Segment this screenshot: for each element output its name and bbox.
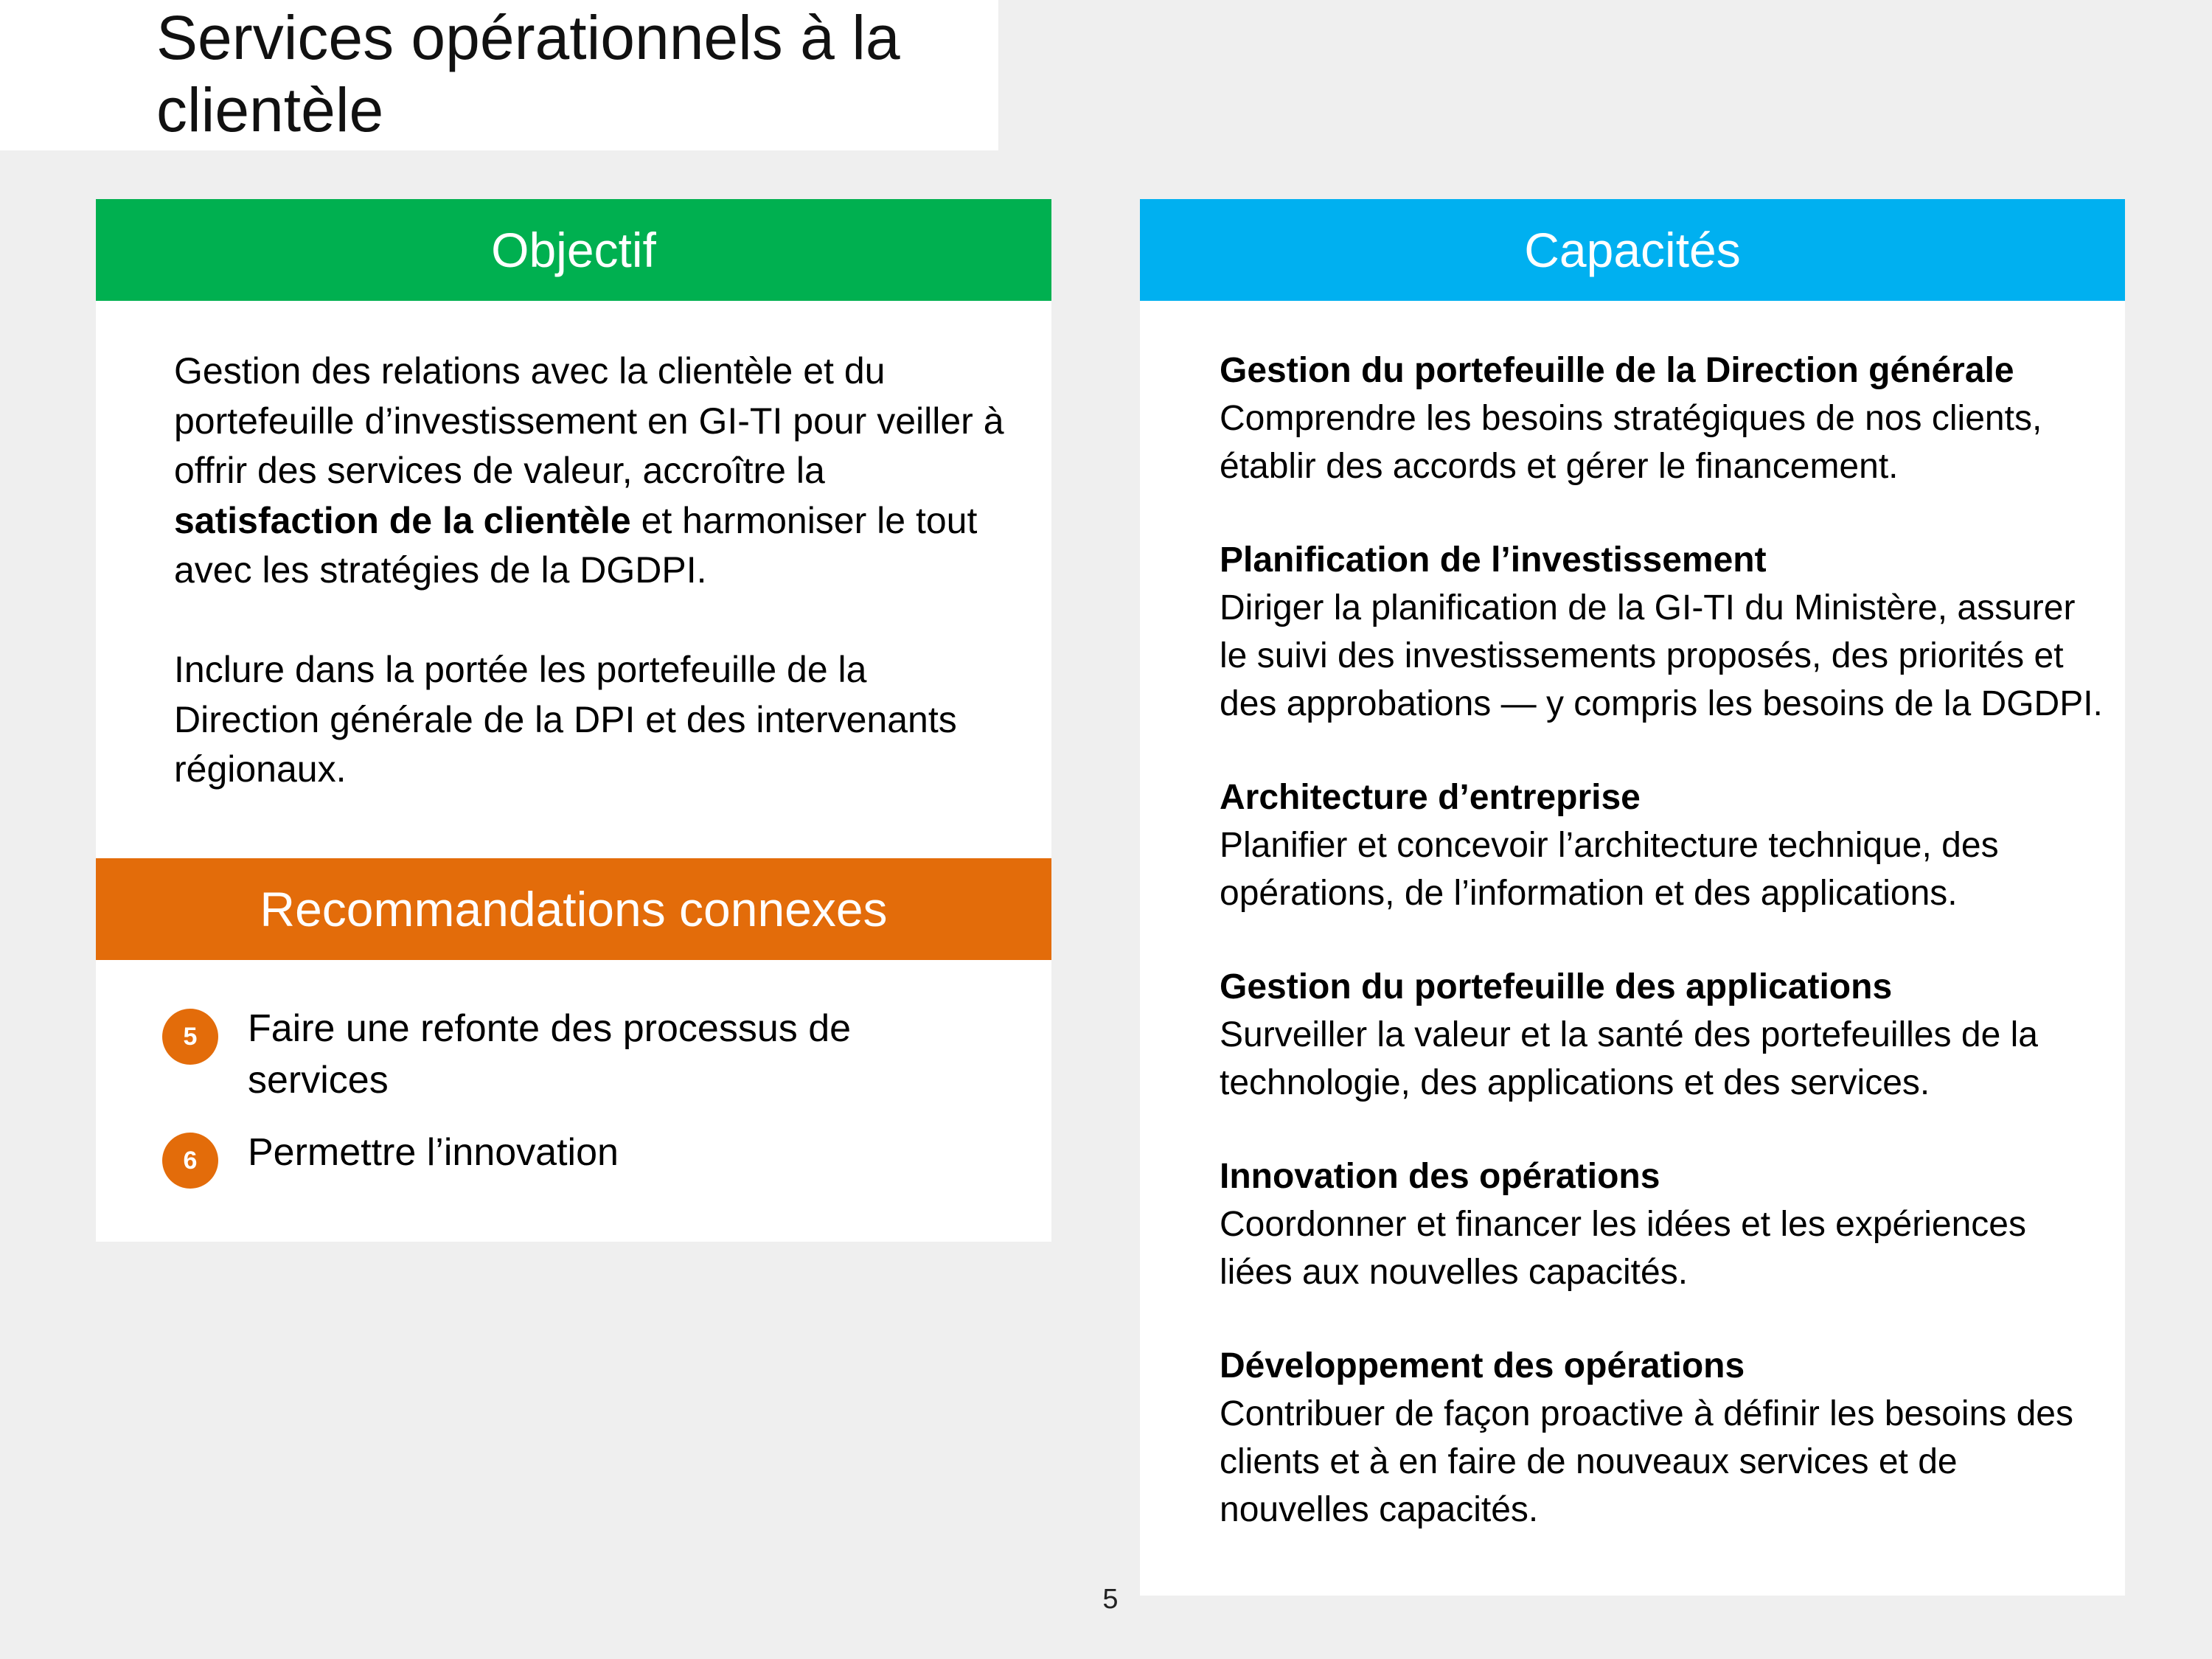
list-item [1220,963,2104,1107]
recommendation-number-badge: 6 [162,1133,218,1189]
list-item [162,1003,1018,1106]
page-number: 5 [1102,1584,1119,1615]
capacity-description: Contribuer de façon proactive à définir les besoins des clients et à en faire de nouveaux services et de nouvelles capacités. [1220,1394,2073,1529]
list-item [1220,536,2104,728]
objectif-text-part-2: et harmoniser le tout avec les stratégies de la DGDPI. [174,499,978,591]
list-item [1220,1152,2104,1296]
list-item [1220,773,2104,917]
capacity-title: Développement des opérations [1220,1346,1745,1385]
capacity-description: Coordonner et financer les idées et les expériences liées aux nouvelles capacités. [1220,1205,2026,1292]
capacity-title: Architecture d’entreprise [1220,778,1641,817]
title-box [0,0,998,150]
capacites-header: Capacités [1140,199,2125,301]
recommandations-header: Recommandations connexes [96,858,1051,960]
page-title: Services opérationnels à la clientèle [156,3,900,145]
capacites-list [1220,347,2104,1579]
recommendation-label: Permettre l’innovation [248,1131,619,1174]
capacity-description: Comprendre les besoins stratégiques de nos clients, établir des accords et gérer le financement. [1220,399,2042,486]
objectif-text-part-1: Gestion des relations avec la clientèle et du portefeuille d’investissement en GI-TI pour veiller à offrir des services de valeur, accroître la [174,350,1004,491]
objectif-text-bold: satisfaction de la clientèle [174,499,631,541]
capacity-title: Gestion du portefeuille des applications [1220,967,1893,1006]
capacity-description: Planifier et concevoir l’architecture technique, des opérations, de l’information et des applications. [1220,826,1999,913]
list-item [1220,347,2104,490]
left-panel [96,199,1051,1242]
objectif-paragraph-1 [174,347,1007,596]
capacity-title: Gestion du portefeuille de la Direction générale [1220,351,2014,390]
capacity-description: Surveiller la valeur et la santé des portefeuilles de la technologie, des applications et des services. [1220,1015,2038,1102]
recommandations-list [162,1003,1018,1209]
recommendation-label: Faire une refonte des processus de services [248,1007,852,1102]
capacity-title: Planification de l’investissement [1220,540,1767,580]
list-item [162,1127,1018,1189]
recommendation-number-badge: 5 [162,1009,218,1065]
capacity-title: Innovation des opérations [1220,1157,1660,1196]
objectif-header: Objectif [96,199,1051,301]
right-panel [1140,199,2125,1596]
capacity-description: Diriger la planification de la GI-TI du Ministère, assurer le suivi des investissements proposés, des priorités et des approbations — y compris les besoins de la DGDPI. [1220,588,2103,723]
list-item [1220,1342,2104,1534]
objectif-paragraph-2: Inclure dans la portée les portefeuille de la Direction générale de la DPI et des intervenants régionaux. [174,649,957,790]
